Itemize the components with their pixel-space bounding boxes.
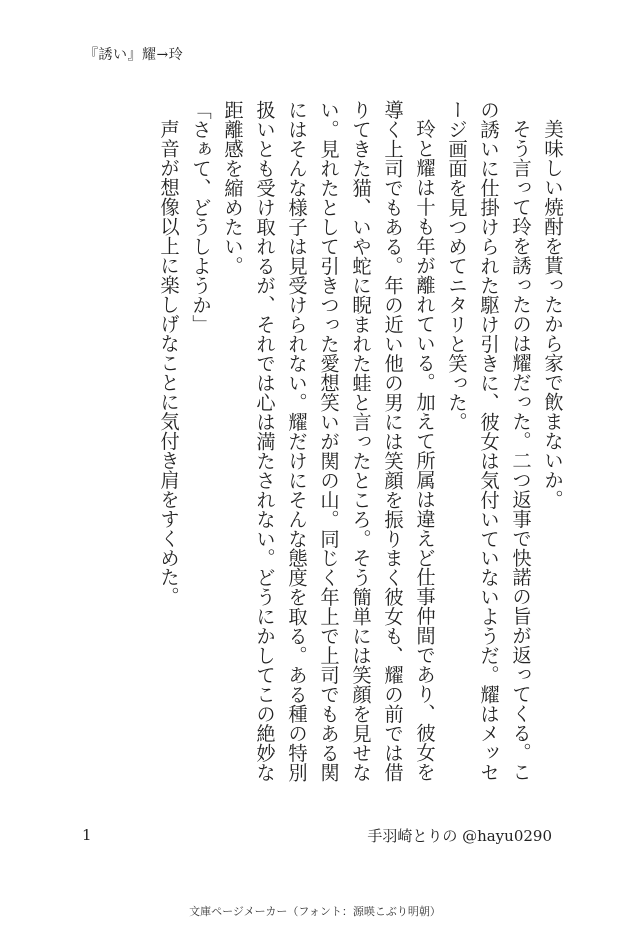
page-header-title: 『誘い』耀→玲 bbox=[84, 47, 184, 63]
paragraph: 美味しい焼酎を貰ったから家で飲まないか。 bbox=[541, 119, 564, 510]
vertical-body-text bbox=[68, 100, 568, 800]
author-credit: 手羽崎とりの @hayu0290 bbox=[367, 827, 552, 845]
paragraph: そう言って玲を誘ったのは耀だった。二つ返事で快諾の旨が返ってくる。この誘いに仕掛けられた駆け引きに、彼女は気付いていないようだ。耀はメッセージ画面を見つめてニタリと笑った。 bbox=[445, 100, 532, 783]
paragraph: 玲と耀は十も年が離れている。加えて所属は違えど仕事仲間であり、彼女を導く上司でもある。年の近い他の男には笑顔を振りまく彼女も、耀の前では借りてきた猫、いや蛇に睨まれた蛙と言ったところ。そう簡単には笑顔を見せない。見れたとして引きつった愛想笑いが関の山。同じく年上で上司でもある関にはそんな様子は見受けられない。耀だけにそんな態度を取る。ある種の特別扱いとも受け取れるが、それでは心は満たされない。どうにかしてこの絶妙な距離感を縮めたい。 bbox=[221, 100, 436, 783]
page-number: 1 bbox=[82, 826, 92, 844]
paragraph: 声音が想像以上に楽しげなことに気付き肩をすくめた。 bbox=[157, 119, 180, 607]
footer-credit: 文庫ページメーカー（フォント：源暎こぶり明朝） bbox=[189, 905, 441, 918]
dialog-line: 「さぁて、どうしようか」 bbox=[189, 100, 212, 334]
